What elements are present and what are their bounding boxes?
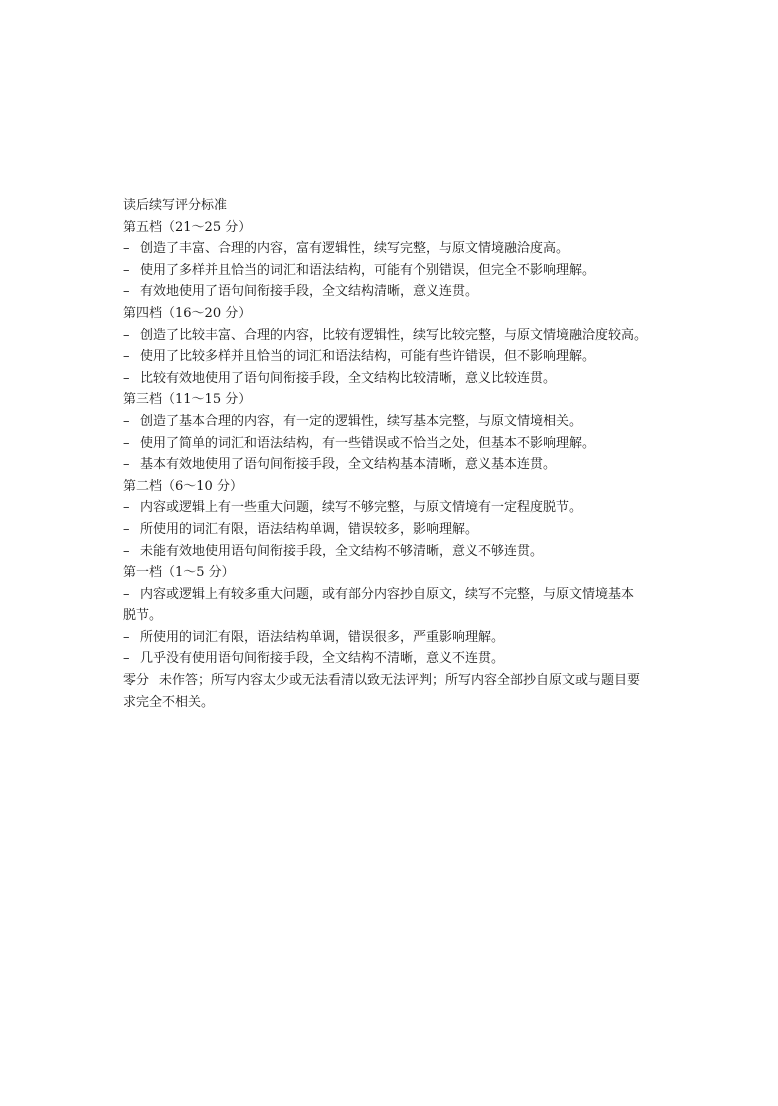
criterion-text: 内容或逻辑上有一些重大问题，续写不够完整，与原文情境有一定程度脱节。 [140, 500, 583, 516]
criterion-text: 使用了多样并且恰当的词汇和语法结构，可能有个别错误，但完全不影响理解。 [140, 262, 596, 278]
tier-heading: 第四档（16～20 分） [123, 305, 252, 321]
bullet-dash: – [123, 284, 130, 300]
bullet-dash: – [123, 651, 130, 667]
bullet-dash: – [123, 413, 130, 429]
criterion-text: 使用了简单的词汇和语法结构，有一些错误或不恰当之处，但基本不影响理解。 [140, 435, 596, 451]
zero-score-criterion [123, 670, 641, 713]
criterion-item [123, 519, 643, 541]
document-title: 读后续写评分标准 [123, 198, 228, 213]
criterion-item [123, 346, 643, 368]
bullet-dash: – [123, 327, 130, 343]
zero-score-label: 零分 [123, 673, 150, 689]
criterion-item [123, 433, 643, 455]
criterion-item [123, 260, 643, 282]
tier-heading: 第二档（6～10 分） [123, 478, 243, 494]
criterion-text: 基本有效地使用了语句间衔接手段，全文结构基本清晰，意义基本连贯。 [140, 457, 557, 473]
bullet-dash: – [123, 435, 130, 451]
bullet-dash: – [123, 262, 130, 278]
bullet-dash: – [123, 586, 130, 602]
criterion-text: 所使用的词汇有限，语法结构单调，错误很多，严重影响理解。 [140, 629, 505, 645]
bullet-dash: – [123, 543, 130, 559]
tier-heading: 第五档（21～25 分） [123, 219, 252, 235]
tier-heading: 第一档（1～5 分） [123, 565, 235, 581]
criterion-item [123, 368, 643, 390]
criterion-item [123, 497, 643, 519]
bullet-dash: – [123, 370, 130, 386]
bullet-dash: – [123, 500, 130, 516]
zero-score-text: 未作答；所写内容太少或无法看清以致无法评判；所写内容全部抄自原文或与题目要求完全不相关。 [123, 673, 641, 710]
bullet-dash: – [123, 521, 130, 537]
criterion-item [123, 238, 643, 260]
bullet-dash: – [123, 457, 130, 473]
criterion-item [123, 627, 643, 649]
criterion-text: 创造了丰富、合理的内容，富有逻辑性，续写完整，与原文情境融洽度高。 [140, 241, 570, 257]
criterion-text: 几乎没有使用语句间衔接手段，全文结构不清晰，意义不连贯。 [140, 651, 505, 667]
scoring-criteria [123, 195, 648, 713]
criterion-text: 有效地使用了语句间衔接手段，全文结构清晰，意义连贯。 [140, 284, 479, 300]
criterion-text: 未能有效地使用语句间衔接手段，全文结构不够清晰，意义不够连贯。 [140, 543, 544, 559]
criterion-item [123, 325, 648, 347]
bullet-dash: – [123, 241, 130, 257]
tier-heading: 第三档（11～15 分） [123, 392, 252, 408]
bullet-dash: – [123, 629, 130, 645]
criterion-text: 内容或逻辑上有较多重大问题，或有部分内容抄自原文，续写不完整，与原文情境基本脱节。 [123, 586, 635, 624]
criterion-text: 创造了基本合理的内容，有一定的逻辑性，续写基本完整，与原文情境相关。 [140, 413, 583, 429]
criterion-item [123, 648, 643, 670]
criterion-item [123, 281, 643, 303]
criterion-item [123, 541, 643, 563]
criterion-item [123, 584, 641, 627]
criterion-item [123, 454, 643, 476]
criterion-text: 比较有效地使用了语句间衔接手段，全文结构比较清晰，意义比较连贯。 [140, 370, 557, 386]
criterion-text: 创造了比较丰富、合理的内容，比较有逻辑性，续写比较完整，与原文情境融洽度较高。 [140, 327, 648, 343]
criterion-text: 使用了比较多样并且恰当的词汇和语法结构，可能有些许错误，但不影响理解。 [140, 349, 596, 365]
criterion-text: 所使用的词汇有限，语法结构单调，错误较多，影响理解。 [140, 521, 479, 537]
criterion-item [123, 411, 643, 433]
bullet-dash: – [123, 349, 130, 365]
